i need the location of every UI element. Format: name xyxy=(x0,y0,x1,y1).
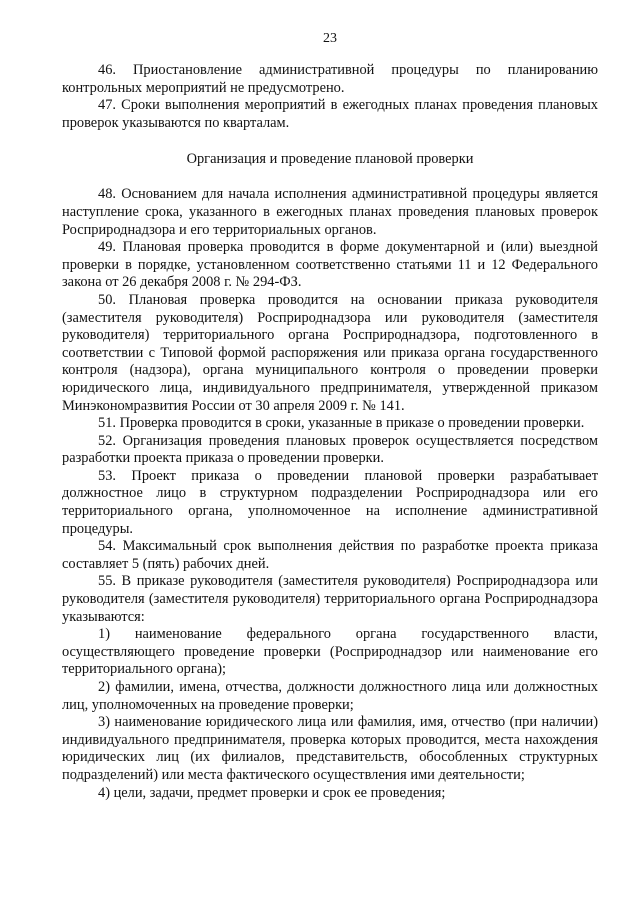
paragraph-46: 46. Приостановление административной процедуры по планированию контрольных мероприятий не предусмотрено. xyxy=(62,62,598,96)
section-body xyxy=(62,186,598,802)
paragraph-53: 53. Проект приказа о проведении плановой проверки разрабатывает должностное лицо в структурном подразделении Росприроднадзора или его территориального органа, уполномоченное на исполнение административной процедуры. xyxy=(62,467,598,537)
paragraph-47: 47. Сроки выполнения мероприятий в ежегодных планах проведения плановых проверок указываются по кварталам. xyxy=(62,97,598,131)
page-number: 23 xyxy=(323,31,337,46)
paragraph-51: 51. Проверка проводится в сроки, указанные в приказе о проведении проверки. xyxy=(98,415,585,432)
paragraph-49: 49. Плановая проверка проводится в форме документарной и (или) выездной проверки в порядке, установленном соответственно статьями 11 и 12 Федерального закона от 26 декабря 2008 г. № 294-ФЗ. xyxy=(62,239,598,291)
list-item-3: 3) наименование юридического лица или фамилия, имя, отчество (при наличии) индивидуального предпринимателя, проверка которых проводится, места нахождения юридических лиц (их филиалов, представительств, обособленных структурных подразделений) или места фактического осуществления ими деятельности; xyxy=(62,714,598,783)
list-item-1: 1) наименование федерального органа государственного власти, осуществляющего проведение проверки (Росприроднадзор или наименование его территориального органа); xyxy=(62,626,598,678)
paragraph-48: 48. Основанием для начала исполнения административной процедуры является наступление срока, указанного в ежегодных планах проведения плановых проверок Росприроднадзора и его территориальных органов. xyxy=(62,186,598,238)
paragraph-52: 52. Организация проведения плановых проверок осуществляется посредством разработки проекта приказа о проведении проверки. xyxy=(62,432,598,467)
section-heading: Организация и проведение плановой проверки xyxy=(186,151,474,168)
paragraph-55: 55. В приказе руководителя (заместителя руководителя) Росприроднадзора или руководителя (заместителя руководителя) территориального органа Росприроднадзора указываются: xyxy=(62,573,598,625)
list-item-4: 4) цели, задачи, предмет проверки и срок ее проведения; xyxy=(98,784,446,801)
list-item-2: 2) фамилии, имена, отчества, должности должностного лица или должностных лиц, уполномоченных на проведение проверки; xyxy=(62,679,598,713)
paragraph-54: 54. Максимальный срок выполнения действия по разработке проекта приказа составляет 5 (пять) рабочих дней. xyxy=(62,538,598,572)
paragraph-50: 50. Плановая проверка проводится на основании приказа руководителя (заместителя руководителя) Росприроднадзора или руководителя (заместителя руководителя) территориального органа Росприроднадзора, подготовленного в соответствии с Типовой формой распоряжения или приказа органа государственного контроля (надзора), органа муниципального контроля о проведении проверки юридического лица, индивидуального предпринимателя, утвержденной приказом Минэкономразвития России от 30 апреля 2009 г. № 141. xyxy=(62,291,598,414)
section-before xyxy=(62,62,598,132)
